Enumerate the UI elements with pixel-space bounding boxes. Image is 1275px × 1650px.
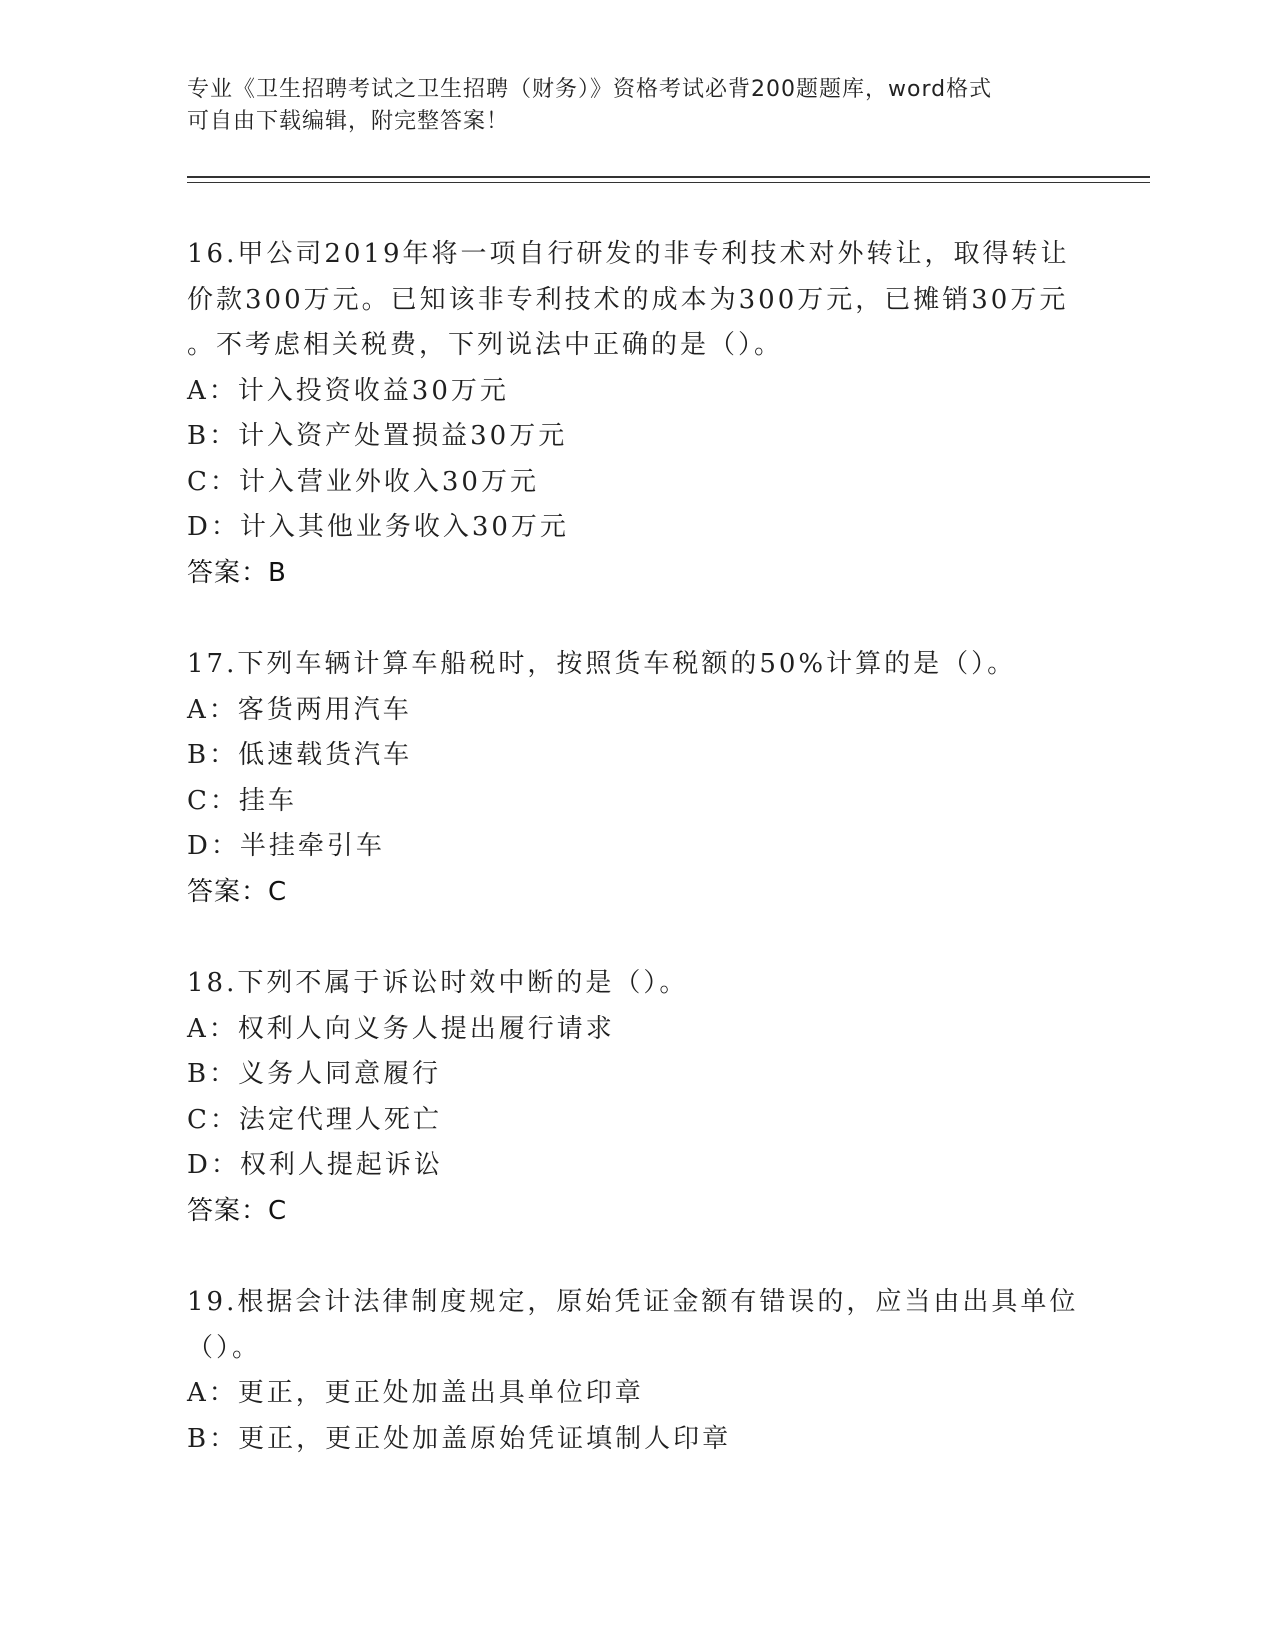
- question-stem-line: 16.甲公司2019年将一项自行研发的非专利技术对外转让，取得转让: [187, 239, 1070, 269]
- option-b: B：计入资产处置损益30万元: [187, 421, 568, 451]
- header-divider-thin: [187, 182, 1150, 183]
- question-stem-line: 。不考虑相关税费，下列说法中正确的是（）。: [187, 330, 784, 360]
- question-stem-line: 19.根据会计法律制度规定，原始凭证金额有错误的，应当由出具单位: [187, 1287, 1079, 1317]
- question-stem-line: （）。: [187, 1332, 262, 1363]
- option-d: D：权利人提起诉讼: [187, 1150, 443, 1180]
- question-list: [187, 232, 1087, 1508]
- option-b: B：低速载货汽车: [187, 740, 413, 770]
- option-a: A：权利人向义务人提出履行请求: [187, 1013, 615, 1044]
- answer-line: 答案：B: [187, 557, 287, 588]
- question-19: [187, 1280, 1087, 1462]
- option-c: C：法定代理人死亡: [187, 1104, 442, 1135]
- option-a: A：更正，更正处加盖出具单位印章: [187, 1378, 644, 1408]
- header-line-2: 可自由下载编辑，附完整答案！: [187, 109, 510, 134]
- question-stem-line: 17.下列车辆计算车船税时，按照货车税额的50%计算的是（）。: [187, 649, 1017, 679]
- option-b: B：义务人同意履行: [187, 1059, 442, 1089]
- question-stem-line: 价款300万元。已知该非专利技术的成本为300万元，已摊销30万元: [187, 284, 1069, 315]
- header-line-1: 专业《卫生招聘考试之卫生招聘（财务）》资格考试必背200题题库，word格式: [187, 77, 993, 102]
- option-d: D：半挂牵引车: [187, 831, 385, 861]
- option-a: A：计入投资收益30万元: [187, 375, 509, 406]
- question-stem-line: 18.下列不属于诉讼时效中断的是（）。: [187, 968, 689, 998]
- answer-line: 答案：C: [187, 876, 288, 907]
- answer-line: 答案：C: [187, 1195, 288, 1226]
- document-header: [187, 74, 1087, 138]
- header-divider-thick: [187, 176, 1150, 178]
- question-16: [187, 232, 1087, 596]
- question-17: [187, 642, 1087, 915]
- option-d: D：计入其他业务收入30万元: [187, 512, 569, 542]
- option-b: B：更正，更正处加盖原始凭证填制人印章: [187, 1423, 732, 1454]
- question-18: [187, 961, 1087, 1234]
- option-c: C：计入营业外收入30万元: [187, 466, 539, 497]
- option-a: A：客货两用汽车: [187, 694, 412, 725]
- option-c: C：挂车: [187, 785, 297, 816]
